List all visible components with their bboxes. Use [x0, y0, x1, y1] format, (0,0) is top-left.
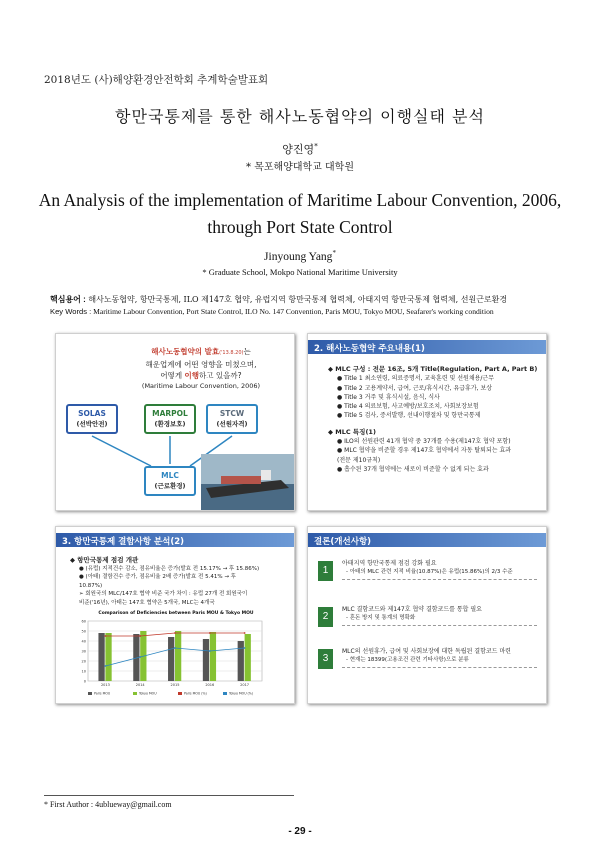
point: [174, 632, 176, 634]
point: [174, 647, 176, 649]
bullet-item: ◆ MLC 구성 : 전문 16조, 5개 Title(Regulation, Part A, Part B): [328, 365, 538, 373]
y-tick-label: 30: [81, 649, 86, 654]
conclusion-item: 아태지역 항만국통제 점검 강화 필요 - 아태의 MLC 관련 지적 비율(10.87%)은 유럽(15.86%)의 2/3 수준: [342, 560, 513, 575]
deficiency-chart: [70, 617, 280, 699]
bullet-item: (전문 제10규칙): [337, 456, 381, 464]
x-tick-label: 2017: [240, 683, 250, 687]
slide-2: [307, 333, 547, 511]
bullet-item: ● 흡수된 37개 협약에는 새로이 비준할 수 없게 되는 효과: [337, 465, 489, 473]
y-tick-label: 60: [81, 619, 86, 624]
bar-tokyo-mou: [245, 634, 251, 681]
bullet-item: 비준('16년), 아태는 147호 협약은 5개국, MLC는 4개국: [79, 599, 215, 606]
slide2-title: 2. 해사노동협약 주요내용(1): [314, 344, 425, 354]
legend-label: Paris MOU: [94, 691, 111, 696]
point: [244, 647, 246, 649]
point: [105, 665, 107, 667]
keywords-korean: 핵심용어 : 해사노동협약, 항만국통제, ILO 제147호 협약, 유럽지역 항만국통제 협력체, 아태지역 항만국통제 협력체, 선원근로환경: [50, 295, 508, 304]
point: [105, 635, 107, 637]
bullet-item: ● Title 4 의료보험, 사고예방/보호조치, 사회보장보험: [337, 403, 479, 411]
slide-4: [307, 526, 547, 704]
slide3-bullets: [70, 553, 290, 607]
conclusion-number: 1: [318, 561, 333, 581]
keywords-english: Key Words : Maritime Labour Convention, Port State Control, ILO No. 147 Convention, Paris MOU, Tokyo MOU, Seafarer's working condition: [50, 307, 494, 316]
bar-paris-mou: [238, 641, 244, 681]
legend-swatch: [178, 692, 182, 695]
bullet-item: ◆ 항만국통제 점검 개관: [70, 556, 139, 564]
x-tick-label: 2016: [205, 683, 215, 687]
bullet-item: 10.87%): [79, 582, 103, 589]
legend-swatch: [223, 692, 227, 695]
conclusion-divider: [342, 625, 537, 626]
legend-label: Tokyo MOU (%): [229, 691, 254, 696]
legend-swatch: [133, 692, 137, 695]
y-tick-label: 40: [81, 639, 86, 644]
ship-image: [201, 454, 294, 510]
legend-swatch: [88, 692, 92, 695]
bar-paris-mou: [168, 637, 174, 681]
slide4-title: 결론(개선사항): [314, 537, 372, 547]
mlc-box: MLC (근로환경): [144, 466, 196, 496]
footnote-rule: [44, 795, 294, 796]
author-korean: 양진영*: [282, 142, 318, 156]
bullet-item: [328, 421, 543, 425]
y-tick-label: 20: [81, 659, 86, 664]
y-tick-label: 50: [81, 629, 86, 634]
bullet-item: ● Title 1 최소연령, 의료증명서, 교육훈련 및 선원채용/근무: [337, 375, 495, 383]
point: [139, 635, 141, 637]
conclusion-divider: [342, 667, 537, 668]
conference-header: 2018년도 (사)해양환경안전학회 추계학술발표회: [44, 74, 269, 86]
author-english: Jinyoung Yang*: [264, 249, 336, 263]
slide3-title: 3. 항만국통제 결함사항 분석(2): [62, 537, 185, 547]
bullet-item: ● (아태) 결함건수 증가, 점유비율 2배 증가(발효 전 5.41% → 후: [79, 574, 236, 580]
point: [139, 656, 141, 658]
bullet-item: ● (유럽) 지적건수 감소, 점유비율은 증가(발효 전 15.17% → 후 15.86%): [79, 565, 260, 572]
y-tick-label: 10: [81, 669, 86, 674]
conclusion-number: 3: [318, 649, 333, 669]
affiliation-english: * Graduate School, Mokpo National Maritime University: [202, 267, 398, 277]
bar-paris-mou: [98, 633, 104, 681]
y-tick-label: 0: [83, 679, 86, 684]
bullet-item: ● Title 5 검사, 증서발행, 선내이행절차 및 항만국통제: [337, 412, 481, 420]
bar-paris-mou: [203, 639, 209, 681]
stcw-box: STCW (선원자격): [206, 404, 258, 434]
bar-tokyo-mou: [210, 632, 216, 681]
solas-box: SOLAS (선박안전): [66, 404, 118, 434]
x-tick-label: 2013: [100, 683, 110, 687]
point: [209, 650, 211, 652]
slide1-question: 해사노동협약의 발효('13.8.20)는 해운업계에 어떤 영향을 미쳤으며, 어떻게 이행하고 있을까? (Maritime Labour Convention, 2006): [141, 347, 261, 390]
slide-1: [55, 333, 295, 511]
bar-tokyo-mou: [175, 631, 181, 681]
affiliation-korean: * 목포해양대학교 대학원: [246, 162, 354, 173]
point: [209, 632, 211, 634]
conclusion-number: 2: [318, 607, 333, 627]
footnote: * First Author : 4ublueway@gmail.com: [44, 800, 172, 809]
bar-tokyo-mou: [105, 633, 111, 681]
x-tick-label: 2015: [170, 683, 180, 687]
legend-label: Paris MOU (%): [184, 691, 207, 696]
legend-label: Tokyo MOU: [139, 691, 157, 696]
slide2-bullets: [328, 362, 543, 474]
conclusion-divider: [342, 579, 537, 580]
x-tick-label: 2014: [135, 683, 145, 687]
bullet-item: ● ILO의 선원관련 41개 협약 중 37개를 수용(제147호 협약 포함): [337, 438, 511, 446]
bullet-item: ➢ 회원국의 MLC/147호 협약 비준 국가 차이 : 유럽 27개 전 회원국이: [79, 591, 248, 597]
point: [244, 632, 246, 634]
bullet-item: ● MLC 협약을 비준할 경우 제147호 협약에서 자동 탈퇴되는 효과: [337, 447, 512, 455]
conclusion-item: MLC의 선원휴가, 급여 및 사회보장에 대한 독립된 결함코드 마련 - 현재는 18399(고용조건 관련 기타사항)으로 분류: [342, 648, 511, 663]
slide-3: [55, 526, 295, 704]
title-korean: 항만국통제를 통한 해사노동협약의 이행실태 분석: [115, 107, 485, 126]
conclusion-item: MLC 결함코드와 제147호 협약 결함코드를 통합 필요 - 혼돈 방지 및 통계의 명확화: [342, 606, 482, 621]
marpol-box: MARPOL (환경보호): [144, 404, 196, 434]
bullet-item: ◆ MLC 특징(1): [328, 427, 376, 436]
bullet-item: ● Title 2 고용계약서, 급여, 근로/휴식시간, 유급휴가, 보상: [337, 384, 493, 392]
chart-title: Comparison of Deficiencies between Paris MOU & Tokyo MOU: [98, 611, 254, 616]
title-english: An Analysis of the implementation of Maritime Labour Convention, 2006, through Port State Control: [38, 190, 562, 237]
page-number: - 29 -: [288, 826, 312, 837]
bullet-item: ● Title 3 거주 및 휴식시설, 음식, 식사: [337, 393, 440, 401]
